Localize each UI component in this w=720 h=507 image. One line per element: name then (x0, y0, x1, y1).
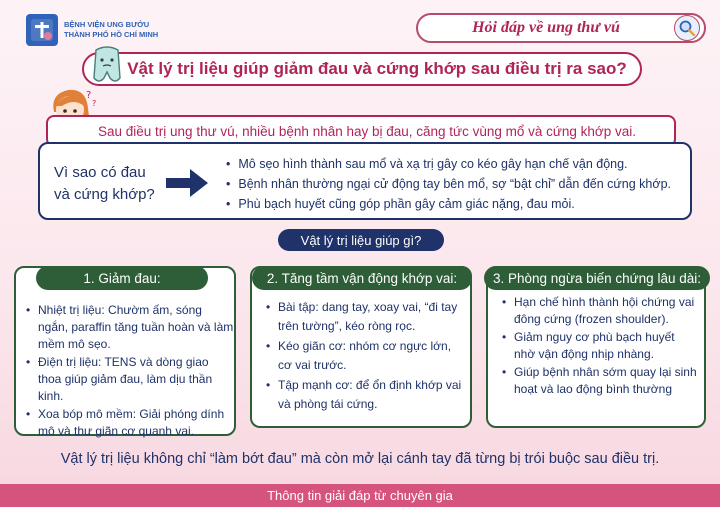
card-title: 1. Giảm đau: (36, 266, 208, 290)
logo-line-1: BỆNH VIỆN UNG BƯỚU (64, 20, 150, 29)
qa-title: Hỏi đáp về ung thư vú (472, 19, 620, 36)
svg-text:?: ? (92, 99, 97, 108)
why-box (38, 142, 692, 220)
hospital-logo-icon (26, 14, 58, 46)
list-item: • Tập mạnh cơ: để ổn định khớp vai và phòng tái cứng. (266, 376, 466, 414)
intro-banner: Sau điều trị ung thư vú, nhiều bệnh nhân hay bị đau, căng tức vùng mổ và cứng khớp vai. (46, 115, 676, 147)
list-item: • Phù bạch huyết cũng góp phần gây cảm giác nặng, đau mỏi. (226, 194, 696, 214)
card-list (26, 302, 234, 441)
list-item: • Giảm nguy cơ phù bạch huyết nhờ vận động nhịp nhàng. (502, 329, 698, 363)
list-item: • Xoa bóp mô mềm: Giải phóng dính mô và thư giãn cơ quanh vai. (26, 406, 234, 440)
card-list (266, 298, 466, 415)
logo-text (64, 20, 158, 40)
magnifier-icon (674, 15, 700, 41)
list-item: • Điện trị liệu: TENS và dòng giao thoa giúp giảm đau, làm dịu thần kinh. (26, 354, 234, 405)
list-item: • Kéo giãn cơ: nhóm cơ ngực lớn, cơ vai trước. (266, 337, 466, 375)
help-section-title: Vật lý trị liệu giúp gì? (278, 229, 444, 251)
why-reasons-list (226, 154, 696, 214)
card-prevent-complications (486, 266, 706, 428)
list-item: • Mô sẹo hình thành sau mổ và xạ trị gây co kéo gây hạn chế vận động. (226, 154, 696, 174)
card-title: 2. Tăng tầm vận động khớp vai: (252, 266, 472, 290)
list-item: • Bài tập: dang tay, xoay vai, “đi tay trên tường”, kéo ròng rọc. (266, 298, 466, 336)
footer-bar: Thông tin giải đáp từ chuyên gia (0, 484, 720, 507)
arrow-right-icon (164, 166, 210, 200)
card-pain-relief (14, 266, 236, 436)
card-list (502, 294, 698, 399)
why-question: Vì sao có đau và cứng khớp? (54, 164, 155, 203)
tooth-mascot-icon (88, 44, 126, 88)
list-item: • Giúp bệnh nhân sớm quay lại sinh hoạt và lao động bình thường (502, 364, 698, 398)
list-item: • Bệnh nhân thường ngại cử động tay bên mổ, sợ “bật chỉ” dẫn đến cứng khớp. (226, 174, 696, 194)
logo-line-2: THÀNH PHỐ HỒ CHÍ MINH (64, 30, 159, 39)
page-title: Vật lý trị liệu giúp giảm đau và cứng khớp sau điều trị ra sao? (82, 52, 642, 86)
conclusion-text: Vật lý trị liệu không chỉ “làm bớt đau” mà còn mở lại cánh tay đã từng bị trói buộc sau điều trị. (60, 451, 660, 467)
list-item: • Nhiệt trị liệu: Chườm ấm, sóng ngắn, paraffin tăng tuần hoàn và làm mềm mô sẹo. (26, 302, 234, 353)
card-range-of-motion (250, 266, 472, 428)
qa-header-pill (416, 13, 706, 43)
list-item: • Hạn chế hình thành hội chứng vai đông cứng (frozen shoulder). (502, 294, 698, 328)
hospital-logo (26, 12, 226, 48)
card-title: 3. Phòng ngừa biến chứng lâu dài: (484, 266, 710, 290)
svg-text:?: ? (86, 90, 92, 101)
